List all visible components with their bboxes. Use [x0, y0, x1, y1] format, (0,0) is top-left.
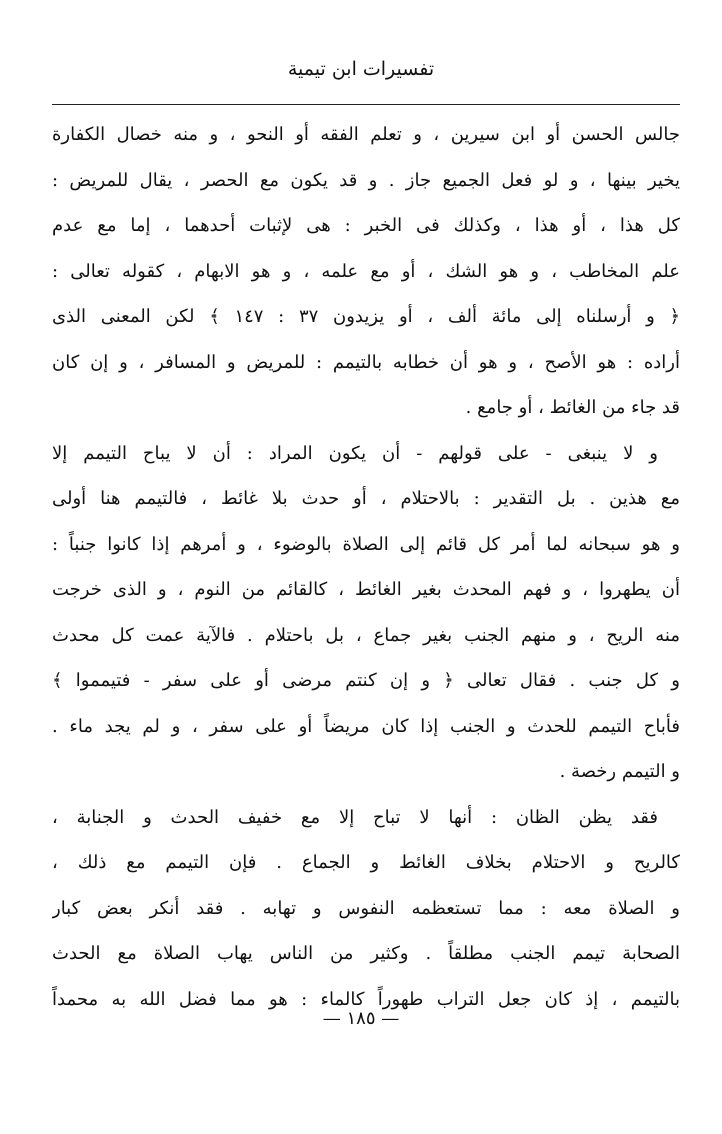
body-text: [52, 112, 680, 1022]
text-line: فأباح التيمم للحدث و الجنب إذا كان مريضاً أو على سفر ، و لم يجد ماء .: [52, 715, 680, 737]
text-line: كل هذا ، أو هذا ، وكذلك فى الخبر : هى لإثبات أحدهما ، إما مع عدم: [52, 215, 680, 236]
page-number: — ١٨٥ —: [322, 1008, 400, 1029]
header-rule: [52, 104, 680, 105]
text-line: و هو سبحانه لما أمر كل قائم إلى الصلاة بالوضوء ، و أمرهم إذا كانوا جنباً :: [52, 533, 680, 555]
text-line: و كل جنب . فقال تعالى ﴿ و إن كنتم مرضى أو على سفر - فتيمموا ﴾: [52, 670, 680, 691]
text-line: فقد يظن الظان : أنها لا تباح إلا مع خفيف الحدث و الجنابة ،: [52, 806, 658, 828]
text-line: بالتيمم ، إذ كان جعل التراب طهوراً كالماء : هو مما فضل الله به محمداً: [52, 988, 680, 1010]
text-line: الصحابة تيمم الجنب مطلقاً . وكثير من الناس يهاب الصلاة مع الحدث: [52, 943, 680, 964]
text-line: و الصلاة معه : مما تستعظمه النفوس و تهابه . فقد أنكر بعض كبار: [52, 897, 680, 919]
text-line: و لا ينبغى - على قولهم - أن يكون المراد : أن لا يباح التيمم إلا: [52, 442, 658, 464]
text-line: كالريح و الاحتلام بخلاف الغائط و الجماع . فإن التيمم مع ذلك ،: [52, 852, 680, 873]
text-line: و التيمم رخصة .: [559, 761, 680, 782]
text-line: ﴿ و أرسلناه إلى مائة ألف ، أو يزيدون ٣٧ : ١٤٧ ﴾ لكن المعنى الذى: [52, 306, 680, 327]
text-line: جالس الحسن أو ابن سيرين ، و تعلم الفقه أو النحو ، و منه خصال الكفارة: [52, 124, 680, 145]
text-line: منه الريح ، و منهم الجنب بغير جماع ، بل باحتلام . فالآية عمت كل محدث: [52, 624, 680, 646]
text-line: مع هذين . بل التقدير : بالاحتلام ، أو حدث بلا غائط ، فالتيمم هنا أولى: [52, 488, 680, 509]
text-line: يخير بينها ، و لو فعل الجميع جاز . و قد يكون مع الحصر ، يقال للمريض :: [52, 169, 680, 191]
text-line: قد جاء من الغائط ، أو جامع .: [465, 397, 680, 418]
running-head-title: تفسيرات ابن تيمية: [287, 58, 435, 80]
text-line: علم المخاطب ، و هو الشك ، أو مع علمه ، و هو الابهام ، كقوله تعالى :: [52, 260, 680, 282]
text-line: أراده : هو الأصح ، و هو أن خطابه بالتيمم : للمريض و المسافر ، و إن كان: [52, 351, 680, 373]
text-line: أن يطهروا ، و فهم المحدث بغير الغائط ، كالقائم من النوم ، و الذى خرجت: [52, 579, 680, 600]
